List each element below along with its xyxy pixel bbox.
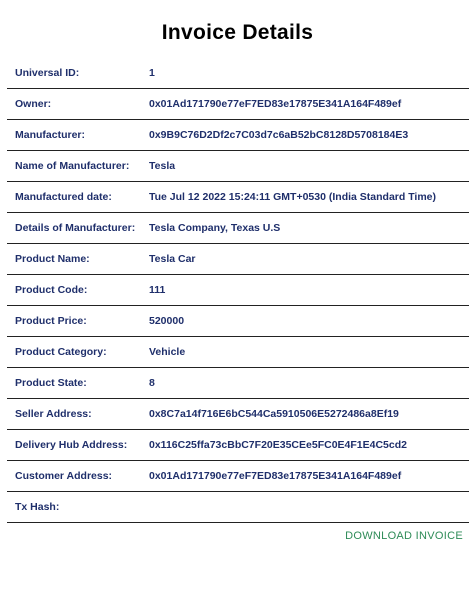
table-row-customer-address <box>7 461 469 492</box>
table-row-delivery-hub-address <box>7 430 469 461</box>
table-row-universal-id <box>7 58 469 89</box>
row-value: 0x116C25ffa73cBbC7F20E35CEe5FC0E4F1E4C5cd2 <box>149 439 407 451</box>
row-label: Universal ID: <box>15 67 80 79</box>
row-value: Tesla <box>149 160 176 172</box>
row-label: Owner: <box>15 98 52 110</box>
row-label: Product State: <box>15 377 87 389</box>
download-invoice-button[interactable]: DOWNLOAD INVOICE <box>345 530 463 542</box>
row-value: Tesla Company, Texas U.S <box>149 222 281 234</box>
row-value: 0x01Ad171790e77eF7ED83e17875E341A164F489ef <box>149 98 402 110</box>
row-value: 0x01Ad171790e77eF7ED83e17875E341A164F489ef <box>149 470 402 482</box>
table-row-product-name <box>7 244 469 275</box>
row-value: 1 <box>149 67 155 79</box>
row-value: Tue Jul 12 2022 15:24:11 GMT+0530 (India Standard Time) <box>149 191 437 203</box>
row-label: Customer Address: <box>15 470 113 482</box>
table-row-manufactured-date <box>7 182 469 213</box>
table-row-owner <box>7 89 469 120</box>
row-label: Name of Manufacturer: <box>15 160 130 172</box>
row-label: Manufacturer: <box>15 129 86 141</box>
page-title: Invoice Details <box>161 21 314 44</box>
row-label: Product Name: <box>15 253 90 265</box>
row-label: Tx Hash: <box>15 501 60 513</box>
table-row-details-of-manufacturer <box>7 213 469 244</box>
row-value: Tesla Car <box>149 253 196 265</box>
table-row-product-code <box>7 275 469 306</box>
row-label: Seller Address: <box>15 408 92 420</box>
table-row-seller-address <box>7 399 469 430</box>
table-row-manufacturer <box>7 120 469 151</box>
row-label: Product Code: <box>15 284 88 296</box>
row-value: 0x9B9C76D2Df2c7C03d7c6aB52bC8128D5708184E3 <box>149 129 409 141</box>
table-row-name-of-manufacturer <box>7 151 469 182</box>
row-value: Vehicle <box>149 346 186 358</box>
row-value: 111 <box>149 284 166 296</box>
row-label: Product Category: <box>15 346 107 358</box>
invoice-details-table <box>7 58 469 523</box>
row-label: Manufactured date: <box>15 191 112 203</box>
row-value: 0x8C7a14f716E6bC544Ca5910506E5272486a8Ef19 <box>149 408 399 420</box>
row-value: 520000 <box>149 315 185 327</box>
row-label: Product Price: <box>15 315 87 327</box>
table-row-product-state <box>7 368 469 399</box>
row-label: Details of Manufacturer: <box>15 222 136 234</box>
table-row-product-price <box>7 306 469 337</box>
row-value: 8 <box>149 377 155 389</box>
row-label: Delivery Hub Address: <box>15 439 128 451</box>
table-row-tx-hash <box>7 492 469 523</box>
table-row-product-category <box>7 337 469 368</box>
